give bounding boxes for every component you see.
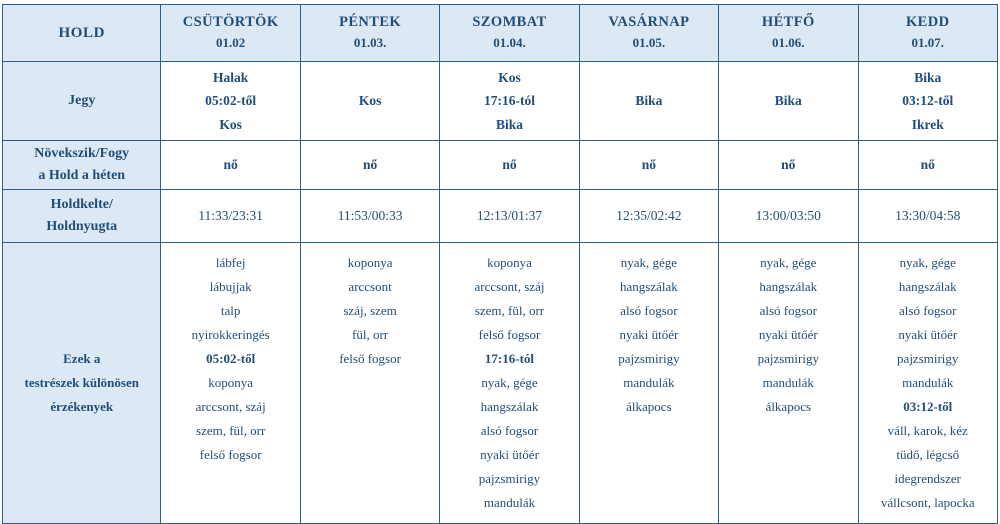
cell-text-line: nő [502,157,517,173]
data-cell [300,243,439,524]
data-cell [300,62,439,141]
cell-text-line: nő [920,157,935,173]
row-label-line: Jegy [68,93,96,109]
cell-text-line: nyak, gége [899,255,956,270]
row-label-line: testrészek különösen [24,374,139,390]
cell-text-line: 17:16-tól [484,351,535,367]
cell-text-line: hangszálak [898,279,957,295]
data-cell [300,190,439,243]
cell-text-line: Bika [774,93,802,109]
cell-text-line: felső fogsor [199,447,262,463]
data-cell [719,62,858,141]
data-cell [579,62,718,141]
calendar-body [3,5,998,524]
cell-text-line: nő [641,157,657,173]
row-label-line: Növekszik/Fogy [34,146,130,162]
cell-text-line: 03:12-től [902,93,954,109]
cell-text-line: lábujjak [209,279,252,295]
cell-text-line: pajzsmirigy [897,351,959,367]
cell-text-line: koponya [347,255,393,270]
day-name: CSÜTÖRTÖK [182,13,279,30]
cell-text-line: 03:12-től [903,399,953,415]
cell-text-line: lábfej [215,255,246,270]
cell-text-line: talp [220,303,241,319]
cell-text-line: nő [781,157,796,173]
cell-text-line: nő [223,157,238,173]
cell-text-line: nyirokkeringés [191,327,270,343]
cell-text-line: mandulák [483,495,536,511]
table-row [3,190,998,243]
row-label-lines [3,143,160,186]
data-cell [161,141,300,190]
day-header-cell [161,5,300,62]
cell-text-line: pajzsmirigy [478,471,541,487]
cell-text-line: alsó fogsor [480,423,539,439]
data-cell [719,141,858,190]
row-label-line: érzékenyek [50,399,114,415]
cell-text-line: váll, karok, kéz [887,423,968,439]
row-label-cell [3,243,161,524]
cell-text-line: tüdő, légcső [896,447,960,463]
cell-text-line: mandulák [762,375,814,391]
day-name: SZOMBAT [472,13,547,30]
cell-text-line: Halak [213,69,249,85]
data-cell [579,190,718,243]
data-cell [719,190,858,243]
data-cell [440,243,579,524]
cell-text-line: arccsont, száj [474,279,545,295]
cell-text-line: nyak, gége [620,255,678,270]
cell-text-line: 05:02-től [206,351,256,367]
day-date: 01.06. [772,35,805,51]
day-date: 01.07. [911,35,944,51]
table-row [3,62,998,141]
cell-text-line: mandulák [902,375,954,391]
data-cell [440,190,579,243]
cell-text-line: nyaki ütőér [758,327,818,343]
row-label-lines [3,347,160,419]
cell-text-line: Bika [635,93,663,109]
data-cell [161,190,300,243]
data-cell [300,141,439,190]
data-cell [858,141,998,190]
row-label-lines [3,194,160,237]
cell-text-line: álkapocs [626,399,672,415]
cell-text-line: nő [362,157,378,173]
row-label-cell [3,190,161,243]
cell-text-line: alsó fogsor [759,303,817,319]
cell-text-line: álkapocs [765,399,812,415]
row-label-line: a Hold a héten [38,168,126,183]
cell-text-line: pajzsmirigy [618,351,680,367]
day-name: HÉTFŐ [761,13,815,30]
day-name: VASÁRNAP [608,13,690,30]
cell-text-line: 05:02-től [205,93,257,109]
data-cell [719,243,858,524]
cell-text-line: 17:16-tól [483,93,535,109]
cell-text-line: 11:33/23:31 [198,208,264,224]
moon-calendar-table [2,4,998,524]
cell-text-line: Kos [358,93,382,109]
cell-text-line: 12:13/01:37 [476,208,543,224]
cell-text-line: pajzsmirigy [757,351,819,367]
cell-text-line: nyaki ütőér [898,327,958,343]
cell-text-line: nyaki ütőér [619,327,679,343]
row-label-line: Holdkelte/ [50,197,113,213]
data-cell [440,62,579,141]
day-header-cell [300,5,439,62]
row-label-cell [3,62,161,141]
row-label-line: Ezek a [63,350,101,366]
cell-text-line: felső fogsor [478,327,541,343]
day-date: 01.05. [632,35,666,51]
cell-text-line: alsó fogsor [620,303,678,319]
cell-text-line: hangszálak [759,279,818,295]
data-cell [858,62,998,141]
day-header-cell [719,5,858,62]
cell-text-line: alsó fogsor [899,303,957,319]
cell-text-line: hangszálak [480,399,539,415]
cell-text-line: száj, szem [343,303,397,319]
corner-header-cell [3,5,161,62]
cell-text-line: nyak, gége [760,255,817,270]
cell-text-line: felső fogsor [339,351,401,367]
cell-text-line: Bika [914,69,942,85]
cell-text-line: koponya [208,375,254,391]
cell-text-line: nyaki ütőér [480,447,539,463]
cell-text-line: hangszálak [620,279,678,295]
day-date: 01.04. [493,35,526,51]
cell-text-line: vállcsont, lapocka [880,495,975,511]
cell-text-line: 13:30/04:58 [895,208,961,224]
data-cell [579,243,718,524]
table-header-row [3,5,998,62]
cell-text-line: 12:35/02:42 [616,208,682,224]
day-name: KEDD [906,13,950,30]
data-cell [858,243,998,524]
cell-text-line: Ikrek [911,116,944,132]
cell-text-line: Kos [219,116,242,132]
cell-text-line: arccsont, száj [195,399,266,415]
day-name: PÉNTEK [339,13,402,30]
data-cell [858,190,998,243]
cell-text-line: Kos [498,69,521,85]
table-row [3,141,998,190]
row-label-line: Holdnyugta [46,219,118,234]
data-cell [579,141,718,190]
day-date: 01.03. [353,35,387,51]
data-cell [161,62,300,141]
day-header-cell [440,5,579,62]
cell-text-line: nyak, gége [481,375,538,391]
cell-text-line: 11:53/00:33 [337,208,403,224]
cell-text-line: szem, fül, orr [474,303,545,319]
cell-text-line: fül, orr [352,327,389,343]
row-label-cell [3,141,161,190]
cell-text-line: koponya [487,255,532,270]
cell-text-line: mandulák [623,375,675,391]
row-label-lines [3,90,160,112]
cell-text-line: Bika [495,116,523,132]
data-cell [161,243,300,524]
day-header-cell [858,5,998,62]
data-cell [440,141,579,190]
day-header-cell [579,5,718,62]
cell-text-line: idegrendszer [894,471,961,487]
corner-header-label: HOLD [58,24,106,41]
table-row [3,243,998,524]
cell-text-line: szem, fül, orr [196,423,266,439]
cell-text-line: 13:00/03:50 [755,208,821,224]
cell-text-line: arccsont [348,279,392,295]
day-date: 01.02 [216,35,246,51]
